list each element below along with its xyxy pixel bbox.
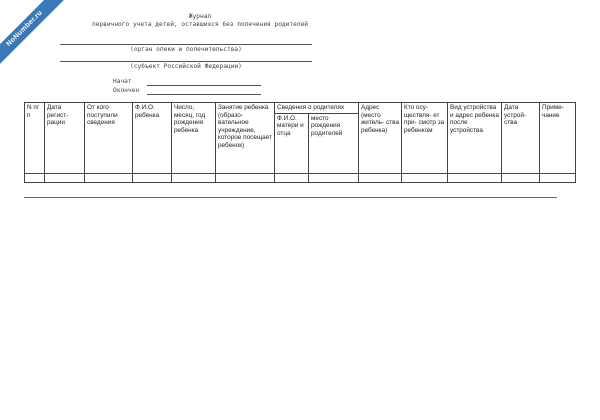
- subject-fill-line: [60, 61, 312, 62]
- col-occupation: Занятие ребенка (образо- вательное учреждение, которое посещает ребенок): [216, 103, 275, 174]
- watermark-banner: NoNumber.ru: [0, 0, 69, 73]
- table-cell: [402, 173, 448, 182]
- col-placement-date: Дата устрой- ства: [502, 103, 540, 174]
- table-cell: [45, 173, 85, 182]
- table-cell: [85, 173, 133, 182]
- journal-table: [24, 102, 576, 183]
- table-cell: [540, 173, 576, 182]
- col-source: От кого поступили сведения: [85, 103, 133, 174]
- col-parents-names: Ф.И.О. матери и отца: [275, 113, 309, 173]
- journal-subtitle: первичного учета детей, оставшихся без попечения родителей: [91, 21, 309, 28]
- table-row: [25, 173, 576, 182]
- col-reg-date: Дата регист- рации: [45, 103, 85, 174]
- started-label: Начат: [113, 78, 132, 85]
- table-cell: [216, 173, 275, 182]
- col-birth-date: Число, месяц, год рождения ребенка: [172, 103, 216, 174]
- table-cell: [448, 173, 502, 182]
- col-caretaker: Кто осу- ществля- ет при- смотр за ребенком: [402, 103, 448, 174]
- table-cell: [275, 173, 309, 182]
- col-number: N п/п: [25, 103, 45, 174]
- col-parents-birthplace: место рождения родителей: [309, 113, 359, 173]
- finished-label: Окончен: [113, 87, 140, 94]
- col-child-name: Ф.И.О. ребенка: [133, 103, 172, 174]
- organ-caption: (орган опеки и попечительства): [130, 46, 242, 53]
- col-placement: Вид устройства и адрес ребенка после устройства: [448, 103, 502, 174]
- table-cell: [172, 173, 216, 182]
- subject-caption: (субъект Российской Федерации): [130, 63, 242, 70]
- table-header-row: [25, 103, 576, 114]
- organ-fill-line: [60, 44, 312, 45]
- bottom-rule: [24, 197, 557, 198]
- col-note: Приме- чание: [540, 103, 576, 174]
- table-cell: [502, 173, 540, 182]
- finished-fill-line: [147, 94, 261, 95]
- table-cell: [309, 173, 359, 182]
- journal-title: Журнал: [188, 13, 212, 20]
- table-cell: [359, 173, 402, 182]
- table-cell: [25, 173, 45, 182]
- col-address: Адрес (место житель- ства ребенка): [359, 103, 402, 174]
- col-parents: Сведения о родителях: [275, 103, 359, 114]
- table-cell: [133, 173, 172, 182]
- started-fill-line: [147, 85, 261, 86]
